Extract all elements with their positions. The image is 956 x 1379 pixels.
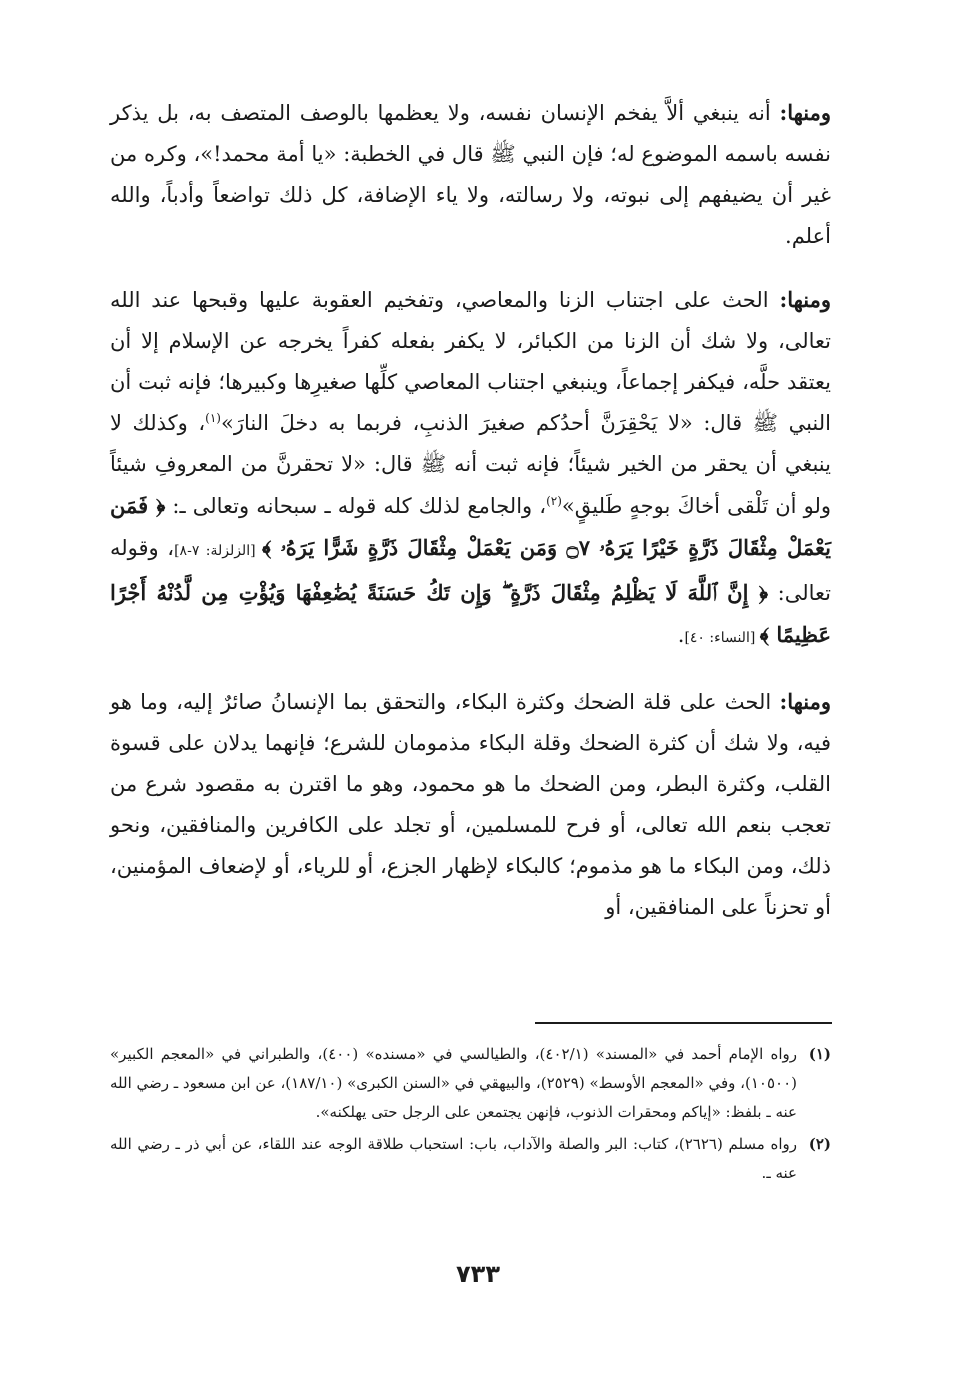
verse-reference: [الزلزلة: ٧-٨] bbox=[174, 543, 262, 559]
paragraph-text: الحث على قلة الضحك وكثرة البكاء، والتحقق بما الإنسانُ صائرٌ إليه، وما هو فيه، ولا شك أن كثرة الضحك وقلة البكاء مذمومان للشرع؛ فإنهما يدلان على قسوة القلب، وكثرة البطر، ومن الضحك ما هو محمود، وهو ما اقترن به مقصود شرع من تعجب بنعم الله تعالى، أو فرح للمسلمين، أو تجلد على الكافرين والمنافقين، ونحو ذلك، ومن البكاء ما هو مذموم؛ كالبكاء لإظهار الجزع، أو للرياء، أو لإضعاف المؤمنين، أو تحزناً على المنافقين، أو bbox=[110, 690, 831, 919]
quran-verse: ﴿ إِنَّ ٱللَّهَ لَا يَظْلِمُ مِثْقَالَ ذَرَّةٍ ۖ وَإِن تَكُ حَسَنَةً يُضَٰعِفْهَا وَيُؤْتِ مِن لَّدُنْهُ أَجْرًا عَظِيمًا ﴾ bbox=[110, 580, 831, 647]
paragraph-end: . bbox=[677, 623, 685, 647]
footnote-marker-1: (١) bbox=[205, 411, 221, 425]
footnote-separator bbox=[535, 1022, 832, 1024]
paragraph-3 bbox=[110, 681, 831, 928]
footnote-marker-2: (٢) bbox=[546, 494, 562, 508]
paragraph-text: ، والجامع لذلك كله قوله ـ سبحانه وتعالى ـ: bbox=[165, 494, 547, 518]
paragraph-1 bbox=[110, 92, 831, 257]
paragraph-lead: ومنها: bbox=[779, 100, 832, 125]
footnote-text: رواه الإمام أحمد في «المسند» (٤٠٢/١)، والطيالسي في «مسنده» (٤٠٠)، والطبراني في «المعجم الكبير» (١٠٥٠٠)، وفي «المعجم الأوسط» (٢٥٢٩)، والبيهقي في «السنن الكبرى» (١٨٧/١٠)، عن ابن مسعود ـ رضي الله عنه ـ بلفظ: «إياكم ومحقرات الذنوب، فإنهن يجتمعن على الرجل حتى يهلكنه». bbox=[110, 1045, 798, 1121]
paragraph-lead: ومنها: bbox=[779, 689, 831, 714]
paragraph-text: ، وقوله تعالى: bbox=[110, 536, 831, 605]
paragraph-2 bbox=[110, 279, 831, 659]
footnote-number: (١) bbox=[808, 1045, 831, 1063]
main-text bbox=[110, 92, 831, 950]
paragraph-text: أنه ينبغي ألاَّ يفخم الإنسان نفسه، ولا يعظمها بالوصف المتصف به، بل يذكر نفسه باسمه الموضوع له؛ فإن النبي ﷺ قال في الخطبة: «يا أمة محمد!»، وكره من غير أن يضيفهم إلى نبوته، ولا رسالته، ولا ياء الإضافة، كل ذلك تواضعاً وأدباً، والله أعلم. bbox=[110, 101, 831, 248]
paragraph-text: الحث على اجتناب الزنا والمعاصي، وتفخيم العقوبة عليها وقبحها عند الله تعالى، ولا شك أن الزنا من الكبائر، لا يكفر بفعله كفراً يخرجه عن الإسلام إلا أن يعتقد حلَّه، فيكفر إجماعاً، وينبغي اجتناب المعاصي كلِّها صغيرِها وكبيرها؛ فإنه ثبت أن النبي ﷺ قال: «لا يَحْقِرَنَّ أحدُكم صغيرَ الذنبِ، فربما به دخلَ النارَ» bbox=[110, 288, 831, 435]
verse-reference: [النساء: ٤٠] bbox=[684, 630, 760, 646]
page-number: ٧٣٣ bbox=[456, 1260, 500, 1288]
quran-verse: ﴿ فَمَن يَعْمَلْ مِثْقَالَ ذَرَّةٍ خَيْرًا يَرَهُۥ ۝٧ وَمَن يَعْمَلْ مِثْقَالَ ذَرَّةٍ شَرًّا يَرَهُۥ ﴾ bbox=[110, 493, 832, 560]
footnote-number: (٢) bbox=[808, 1135, 831, 1153]
footnote-2 bbox=[110, 1130, 831, 1188]
paragraph-text: ، وكذلك لا ينبغي أن يحقر من الخير شيئاً؛ فإنه ثبت أنه ﷺ قال: «لا تحقرنَّ من المعروفِ شيئاً ولو أن تَلْقى أخاكَ بوجهٍ طَليقٍ» bbox=[110, 411, 832, 518]
footnote-1 bbox=[110, 1040, 831, 1127]
footnote-text: رواه مسلم (٢٦٢٦)، كتاب: البر والصلة والآداب، باب: استحباب طلاقة الوجه عند اللقاء، عن أبي ذر ـ رضي الله عنه ـ. bbox=[110, 1135, 797, 1182]
footnotes bbox=[110, 1040, 831, 1191]
paragraph-lead: ومنها: bbox=[779, 287, 831, 312]
